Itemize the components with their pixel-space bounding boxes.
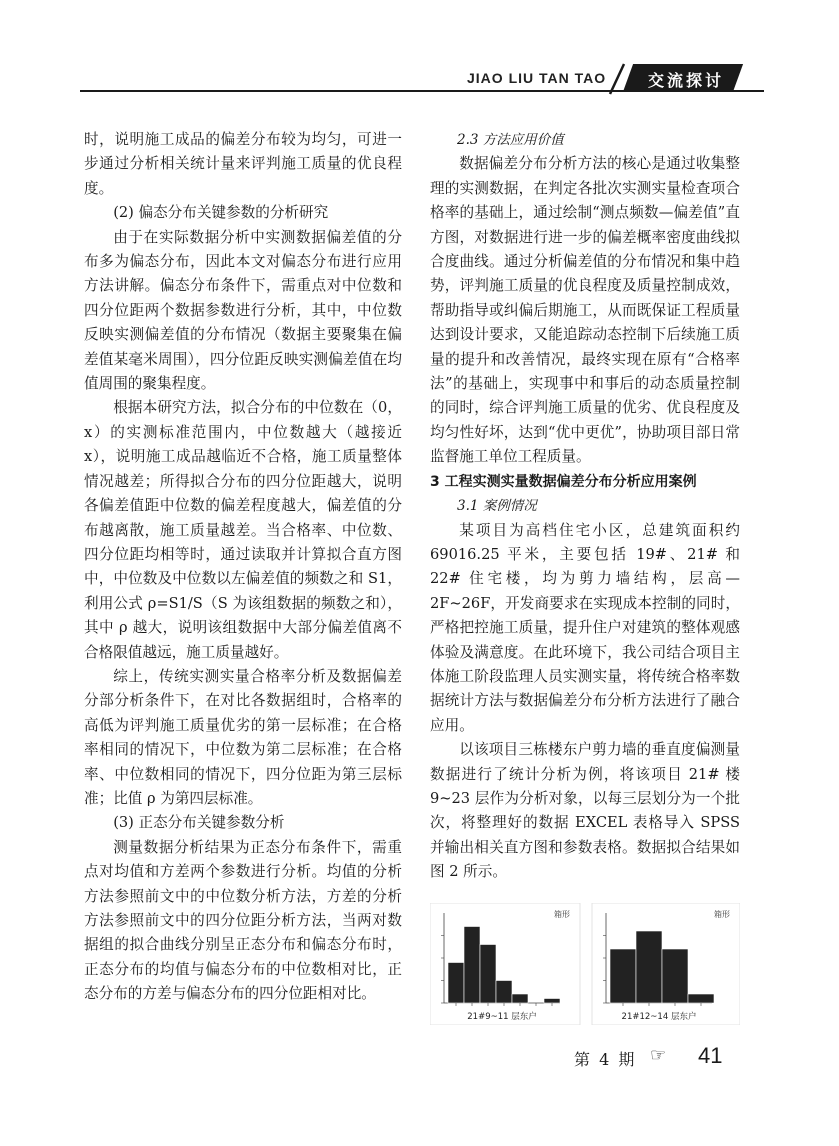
paragraph: 综上，传统实测实量合格率分析及数据偏差分部分析条件下，在对比各数据组时，合格率的高低为评判施工质量优劣的第一层标准；在合格率相同的情况下，中位数为第二层标准；在合格率、中位数相同的情况下，四分位距为第三层标准；比值 ρ 为第四层标准。 — [84, 667, 402, 807]
paragraph: 某项目为高档住宅小区，总建筑面积约 69016.25 平米，主要包括 19#、21# 和 22# 住宅楼，均为剪力墙结构，层高—2F~26F，开发商要求在实现成本控制的同时，严格把控施工质量，提升住户对建筑的整体观感体验及满意度。在此环境下，我公司结合项目主体施工阶段监理人员实测实量，将传统合格率数据统计方法与数据偏差分布分析方法进行了融合应用。 — [430, 521, 740, 734]
paragraph: 测量数据分析结果为正态分布条件下，需重点对均值和方差两个参数进行分析。均值的分析方法参照前文中的中位数分析方法，方差的分析方法参照前文中的四分位距分析方法，当两对数据组的拟合曲线分别呈正态分布和偏态分布时，正态分布的均值与偏态分布的中位数相对比，正态分布的方差与偏态分布的四分位距相对比。 — [84, 838, 402, 1003]
right-column — [430, 128, 740, 885]
paragraph: 根据本研究方法，拟合分布的中位数在（0，x）的实测标准范围内，中位数越大（越接近 x），说明施工成品越临近不合格，施工质量整体情况越差；所得拟合分布的四分位距越大，说明各偏差值距中位数的偏差程度越大，偏差值的分布越离散，施工质量越差。当合格率、中位数、四分位距均相等时，通过读取并计算拟合直方图中，中位数及中位数以左偏差值的频数之和 S1，利用公式 ρ=S1/S（S 为该组数据的频数之和），其中 ρ 越大，说明该组数据中大部分偏差值离不合格限值越远，施工质量越好。 — [84, 399, 402, 661]
issue-label: 第 4 期 — [574, 1050, 637, 1069]
paragraph: 时，说明施工成品的偏差分布较为均匀，可进一步通过分析相关统计量来评判施工质量的优良程度。 — [84, 131, 402, 197]
paragraph: 数据偏差分布分析方法的核心是通过收集整理的实测数据，在判定各批次实测实量检查项合格率的基础上，通过绘制“测点频数—偏差值”直方图，对数据进行进一步的偏差概率密度曲线拟合度曲线。通过分析偏差值的分布情况和集中趋势，评判施工质量的优良程度及质量控制成效，帮助指导或纠偏后期施工，从而既保证工程质量达到设计要求，又能追踪动态控制下后续施工质量的提升和改善情况，最终实现在原有“合格率法”的基础上，实现事中和事后的动态质量控制的同时，综合评判施工质量的优劣、优良程度及均匀性好坏，达到“优中更优”，协助项目部日常监督施工单位工程质量。 — [430, 155, 740, 466]
x-axis-label: 21#9~11 层东户 — [467, 1012, 537, 1022]
legend-label: 箱形 — [714, 910, 730, 919]
page-number: 41 — [698, 1043, 723, 1068]
legend-label: 箱形 — [554, 910, 570, 919]
section-title-en: JIAO LIU TAN TAO — [467, 70, 607, 86]
section-title-cn: 交流探讨 — [647, 71, 724, 90]
subheading: (2) 偏态分布关键参数的分析研究 — [113, 204, 329, 222]
histogram-bar — [448, 963, 464, 1004]
histogram-bar — [544, 999, 560, 1004]
subsection-heading: 2.3 方法应用价值 — [457, 132, 564, 148]
histogram-bar — [688, 994, 714, 1003]
figure-histograms — [430, 903, 740, 1025]
left-column — [84, 128, 402, 1007]
histogram-bar — [496, 981, 512, 1004]
subheading: (3) 正态分布关键参数分析 — [113, 814, 285, 832]
header-rule — [80, 90, 764, 92]
histogram-bar — [636, 931, 662, 1003]
histogram-figure — [430, 903, 740, 1025]
paragraph: 由于在实际数据分析中实测数据偏差值的分布多为偏态分布，因此本文对偏态分布进行应用方法讲解。偏态分布条件下，需重点对中位数和四分位距两个数据参数进行分析，其中，中位数反映实测偏差值的分布情况（数据主要聚集在偏差值某毫米周围），四分位距反映实测偏差值在均值周围的聚集程度。 — [84, 228, 402, 393]
pointing-hand-icon: ☞ — [650, 1045, 667, 1066]
histogram-bar — [610, 949, 636, 1003]
histogram-bar — [480, 945, 496, 1004]
histogram-bar — [512, 994, 528, 1003]
paragraph: 以该项目三栋楼东户剪力墙的垂直度偏测量数据进行了统计分析为例，将该项目 21# 楼 9~23 层作为分析对象，以每三层划分为一个批次，将整理好的数据 EXCEL 表格导入 SPSS 并输出相关直方图和参数表格。数据拟合结果如图 2 所示。 — [430, 741, 740, 881]
subsection-heading: 3.1 案例情况 — [457, 498, 537, 515]
histogram-bar — [464, 927, 480, 1004]
histogram-bar — [662, 949, 688, 1003]
x-axis-label: 21#12~14 层东户 — [621, 1012, 697, 1022]
section-heading: 3 工程实测实量数据偏差分布分析应用案例 — [430, 473, 697, 490]
